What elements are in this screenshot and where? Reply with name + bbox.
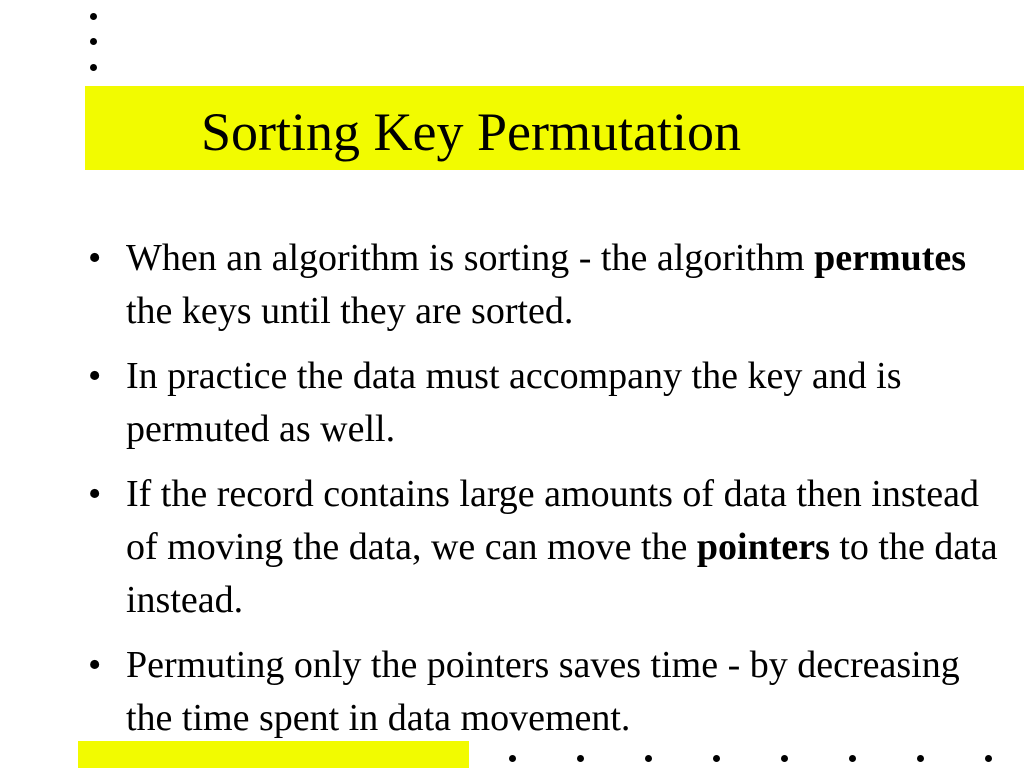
- bullet-marker: •: [88, 644, 102, 686]
- decorative-dot: [509, 755, 516, 762]
- bullet-emphasis: permutes: [814, 237, 967, 279]
- bullet-emphasis: pointers: [696, 526, 830, 568]
- bullet-text: In practice the data must accompany the key and is permuted as well.: [126, 355, 902, 450]
- decorative-dot: [849, 755, 856, 762]
- decorative-dot: [90, 38, 97, 45]
- decorative-dot: [713, 755, 720, 762]
- bullet-text: Permuting only the pointers saves time - by decreasing the time spent in data movement.: [126, 644, 960, 739]
- decorative-dot: [781, 755, 788, 762]
- decorative-dot: [90, 13, 97, 20]
- decorative-dot: [917, 755, 924, 762]
- bullet-marker: •: [88, 473, 102, 515]
- bullet-text: If the record contains large amounts of data then instead of moving the data, we can move the: [126, 473, 979, 568]
- bullet-item: [88, 468, 1008, 627]
- decorative-dot: [985, 755, 992, 762]
- bullet-item: [88, 639, 1008, 745]
- bullet-marker: •: [88, 237, 102, 279]
- bottom-highlight-band: [78, 741, 469, 768]
- bullet-text: When an algorithm is sorting - the algorithm: [126, 237, 815, 279]
- decorative-dot: [90, 64, 97, 71]
- decorative-dot: [577, 755, 584, 762]
- bullet-list: [88, 232, 1008, 757]
- slide-title: Sorting Key Permutation: [201, 102, 741, 162]
- bullet-item: [88, 350, 1008, 456]
- bullet-marker: •: [88, 355, 102, 397]
- bullet-item: [88, 232, 1008, 338]
- decorative-dot: [645, 755, 652, 762]
- bullet-text: the keys until they are sorted.: [126, 290, 574, 332]
- bullet-text: to the data instead.: [126, 526, 998, 621]
